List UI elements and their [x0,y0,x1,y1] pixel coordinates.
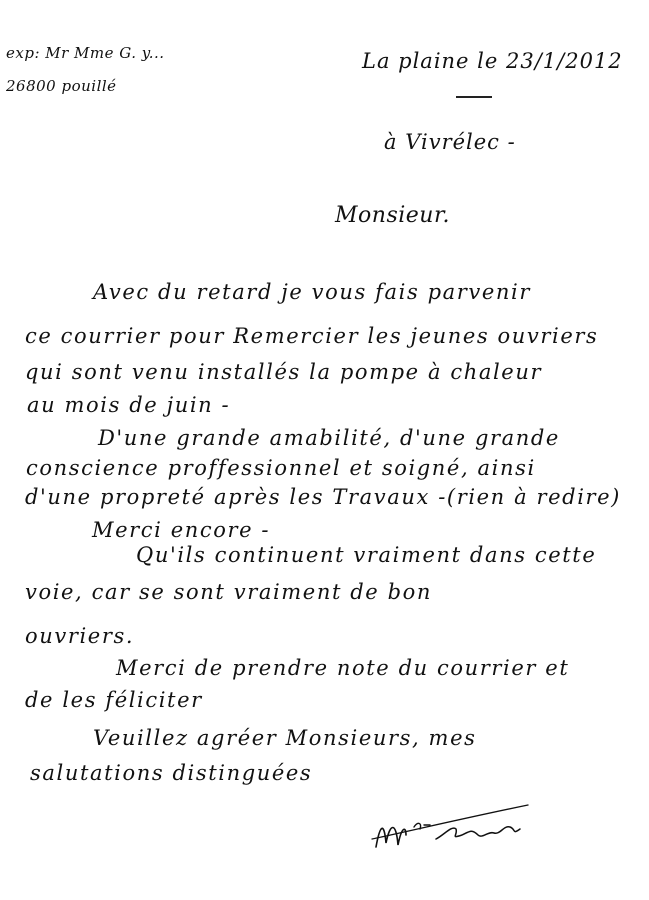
sender-address: 26800 pouillé [6,77,117,95]
recipient: à Vivrélec - [384,130,516,154]
place-and-date: La plaine le 23/1/2012 [362,49,623,73]
body-line: Merci encore - [92,518,271,542]
body-line: Avec du retard je vous fais parvenir [93,280,531,304]
body-line: D'une grande amabilité, d'une grande [98,426,560,450]
body-line: d'une propreté après les Travaux -(rien à redire) [25,485,621,509]
body-line: ouvriers. [25,624,135,648]
body-line: conscience proffessionnel et soigné, ainsi [26,456,536,480]
body-line: au mois de juin - [27,393,231,417]
body-line: voie, car se sont vraiment de bon [25,580,433,604]
salutation: Monsieur. [335,203,451,228]
sender-name: exp: Mr Mme G. y... [6,44,165,62]
body-line: Qu'ils continuent vraiment dans cette [136,543,597,567]
body-line: Veuillez agréer Monsieurs, mes [93,726,477,750]
body-line: salutations distinguées [30,761,313,785]
handwritten-signature [370,795,530,855]
divider-dash [456,96,492,98]
body-line: Merci de prendre note du courrier et [116,656,570,680]
body-line: ce courrier pour Remercier les jeunes ouvriers [25,324,599,348]
body-line: qui sont venu installés la pompe à chaleur [25,360,543,384]
body-line: de les féliciter [25,688,203,712]
